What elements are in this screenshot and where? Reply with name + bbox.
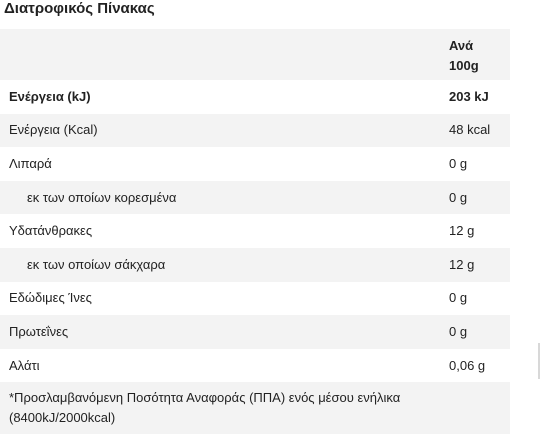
table-row-fat (0, 147, 510, 181)
nutrient-value: 0 g (449, 155, 468, 171)
table-row-sugars (0, 248, 510, 282)
nutrient-value: 0 g (444, 315, 510, 349)
table-row-energy-kj (0, 80, 510, 114)
nutrition-table (0, 29, 510, 434)
nutrient-name: Υδατάνθρακες (9, 223, 93, 239)
per-amount-label: 100g (449, 57, 479, 73)
nutrient-name: Εδώδιμες Ίνες (9, 290, 92, 306)
table-row-fibre (0, 282, 510, 316)
nutrient-name: εκ των οποίων σάκχαρα (0, 248, 444, 282)
page-title: Διατροφικός Πίνακας (4, 0, 155, 17)
nutrient-value: 0 g (449, 290, 468, 306)
table-row-protein (0, 315, 510, 349)
header-value-cell (444, 29, 510, 80)
nutrient-name: εκ των οποίων κορεσμένα (0, 181, 444, 215)
table-row-carbohydrates (0, 214, 510, 248)
nutrient-value: 12 g (444, 248, 510, 282)
table-row-saturated-fat (0, 181, 510, 215)
nutrient-value: 0 g (444, 181, 510, 215)
nutrient-name: Ενέργεια (Kcal) (0, 114, 444, 148)
nutrient-value: 203 kJ (449, 88, 489, 104)
nutrient-value: 12 g (449, 223, 475, 239)
nutrient-name: Πρωτεΐνες (0, 315, 444, 349)
table-header-row (0, 29, 510, 80)
nutrient-value: 0,06 g (449, 357, 486, 373)
per-label: Ανά (449, 37, 474, 53)
table-footnote-row (0, 382, 510, 434)
nutrient-name: Αλάτι (9, 357, 40, 373)
table-row-salt (0, 349, 510, 383)
header-name-cell (0, 29, 444, 80)
nutrient-name: Ενέργεια (kJ) (9, 88, 91, 104)
footnote-text: *Προσλαμβανόμενη Ποσότητα Αναφοράς (ΠΠΑ) ενός μέσου ενήλικα (8400kJ/2000kcal) (0, 382, 510, 434)
nutrient-value: 48 kcal (444, 114, 510, 148)
table-row-energy-kcal (0, 114, 510, 148)
nutrient-name: Λιπαρά (9, 155, 52, 171)
